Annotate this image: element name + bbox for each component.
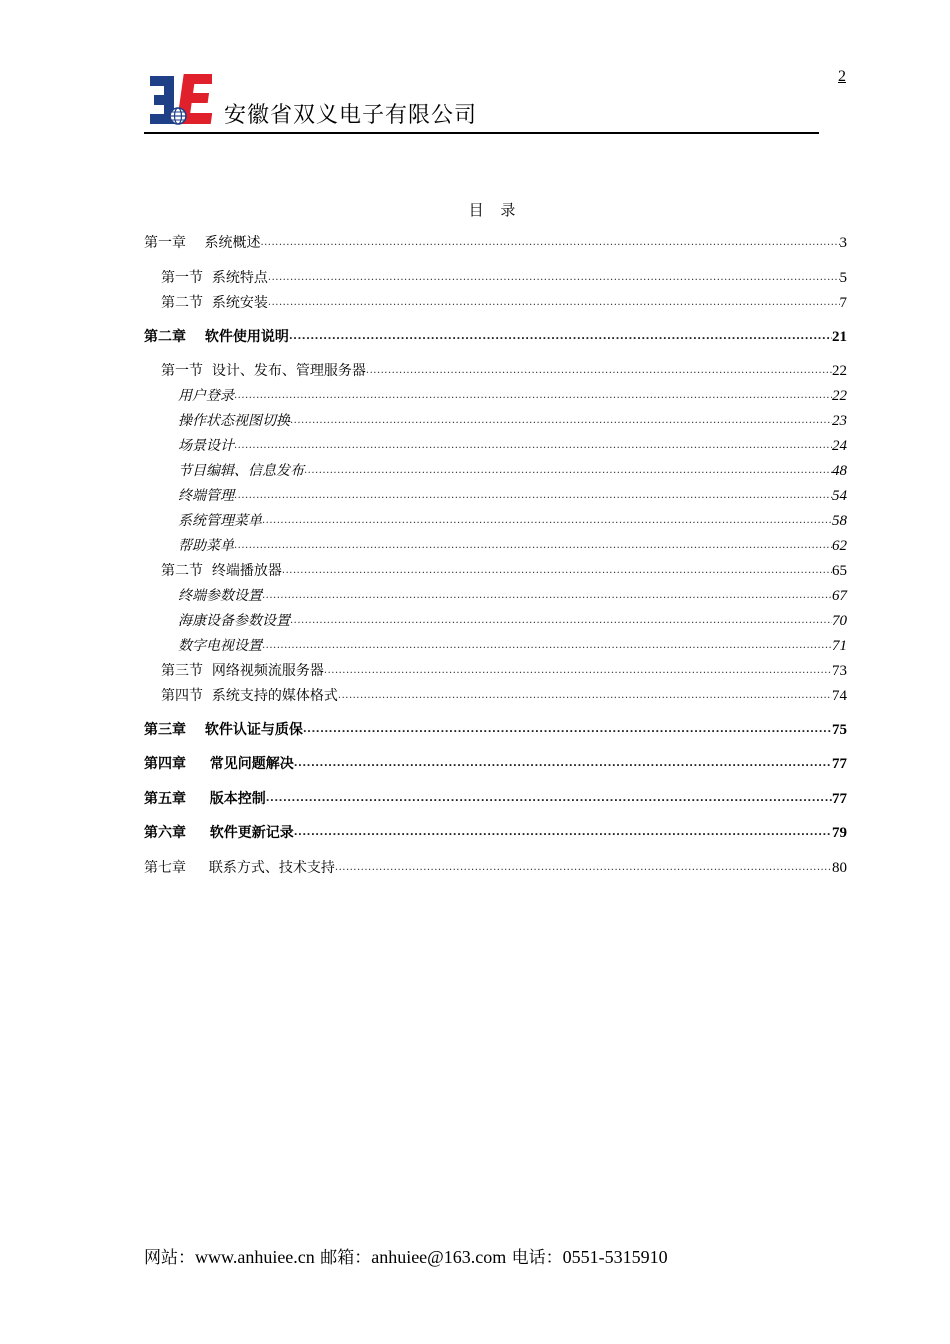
footer-site-link[interactable]: www.anhuiee.cn	[195, 1247, 315, 1267]
toc-entry-page: 73	[832, 663, 847, 679]
toc-entry-page: 48	[832, 463, 847, 479]
toc-dot-leader	[289, 327, 832, 347]
toc-dot-leader	[294, 823, 832, 843]
document-header	[144, 70, 819, 134]
toc-entry-page: 21	[832, 329, 847, 345]
toc-entry-label: 海康设备参数设置	[178, 613, 290, 629]
toc-entry[interactable]	[161, 661, 847, 681]
toc-entry-label: 第二章 软件使用说明	[144, 329, 289, 345]
page-number: 2	[838, 68, 846, 85]
toc-dot-leader	[338, 686, 832, 706]
toc-entry-page: 77	[832, 756, 847, 772]
toc-dot-leader	[282, 561, 832, 581]
toc-entry-label: 终端管理	[178, 488, 234, 504]
toc-entry-label: 第二节 终端播放器	[161, 563, 282, 579]
toc-entry-page: 74	[832, 688, 847, 704]
toc-dot-leader	[366, 361, 832, 381]
toc-entry-label: 数字电视设置	[178, 638, 262, 654]
footer-mail-label: 邮箱：	[314, 1248, 372, 1268]
toc-entry-label: 第三章 软件认证与质保	[144, 722, 303, 738]
toc-entry[interactable]	[178, 586, 847, 606]
toc-entry[interactable]	[178, 511, 847, 531]
footer-phone: 0551-5315910	[562, 1247, 668, 1267]
toc-dot-leader	[268, 293, 840, 313]
toc-entry-label: 系统管理菜单	[178, 513, 262, 529]
footer-contact	[144, 1243, 668, 1268]
toc-entry[interactable]	[178, 461, 847, 481]
toc-entry-page: 79	[832, 825, 847, 841]
toc-entry[interactable]	[161, 686, 847, 706]
toc-entry[interactable]	[178, 411, 847, 431]
toc-entry-page: 24	[832, 438, 847, 454]
toc-entry[interactable]	[161, 361, 847, 381]
toc-dot-leader	[335, 858, 832, 878]
toc-dot-leader	[266, 789, 832, 809]
toc-entry-page: 65	[832, 563, 847, 579]
toc-entry-label: 第一章 系统概述	[144, 235, 261, 251]
toc-entry-label: 第七章 联系方式、技术支持	[144, 860, 335, 876]
footer-phone-label: 电话：	[506, 1248, 563, 1268]
toc-entry-label: 操作状态视图切换	[178, 413, 290, 429]
toc-dot-leader	[234, 436, 832, 456]
toc-entry-page: 67	[832, 588, 847, 604]
toc-dot-leader	[234, 386, 832, 406]
toc-entry[interactable]	[178, 436, 847, 456]
toc-entry-page: 22	[832, 363, 847, 379]
toc-dot-leader	[262, 511, 832, 531]
toc-entry-label: 第一节 系统特点	[161, 270, 268, 286]
toc-entry-page: 70	[832, 613, 847, 629]
toc-entry-label: 第五章 版本控制	[144, 791, 266, 807]
header-divider	[144, 132, 819, 134]
toc-dot-leader	[290, 411, 832, 431]
toc-entry[interactable]	[144, 754, 847, 774]
toc-entry-label: 第四章 常见问题解决	[144, 756, 294, 772]
toc-entry[interactable]	[178, 636, 847, 656]
toc-entry[interactable]	[161, 561, 847, 581]
toc-entry[interactable]	[144, 720, 847, 740]
company-name: 安徽省双义电子有限公司	[224, 103, 478, 128]
footer-mail-link[interactable]: anhuiee@163.com	[371, 1247, 507, 1267]
toc-title: 目 录	[468, 201, 522, 219]
toc-dot-leader	[262, 636, 832, 656]
toc-entry-page: 54	[832, 488, 847, 504]
toc-entry[interactable]	[178, 611, 847, 631]
toc-dot-leader	[324, 661, 832, 681]
toc-dot-leader	[234, 536, 832, 556]
toc-entry-page: 5	[839, 270, 847, 286]
toc-dot-leader	[290, 611, 832, 631]
toc-entry-page: 77	[832, 791, 847, 807]
toc-entry-page: 75	[832, 722, 847, 738]
toc-entry-label: 用户登录	[178, 388, 234, 404]
toc-entry[interactable]	[178, 536, 847, 556]
company-logo	[148, 72, 212, 128]
toc-entry[interactable]	[178, 386, 847, 406]
toc-dot-leader	[304, 461, 832, 481]
toc-dot-leader	[268, 268, 840, 288]
toc-dot-leader	[294, 754, 832, 774]
toc-entry-page: 23	[832, 413, 847, 429]
toc-dot-leader	[234, 486, 832, 506]
toc-entry-label: 帮助菜单	[178, 538, 234, 554]
toc-dot-leader	[303, 720, 832, 740]
toc-entry-page: 22	[832, 388, 847, 404]
toc-entry-page: 62	[832, 538, 847, 554]
toc-entry-page: 3	[839, 235, 847, 251]
toc-entry-label: 第二节 系统安装	[161, 295, 268, 311]
toc-entry-label: 第四节 系统支持的媒体格式	[161, 688, 338, 704]
toc-dot-leader	[260, 233, 839, 253]
toc-entry-page: 7	[839, 295, 847, 311]
toc-entry-label: 第三节 网络视频流服务器	[161, 663, 324, 679]
toc-entry-label: 节目编辑、信息发布	[178, 463, 304, 479]
toc-entry[interactable]	[144, 327, 847, 347]
toc-entry[interactable]	[161, 268, 847, 288]
toc-entry-page: 71	[832, 638, 847, 654]
toc-entry[interactable]	[144, 858, 847, 878]
toc-entry-page: 58	[832, 513, 847, 529]
toc-dot-leader	[262, 586, 832, 606]
toc-entry-label: 第一节 设计、发布、管理服务器	[161, 363, 366, 379]
toc-entry-label: 终端参数设置	[178, 588, 262, 604]
toc-entry-label: 场景设计	[178, 438, 234, 454]
toc-entry[interactable]	[144, 233, 847, 253]
toc-entry-page: 80	[832, 860, 847, 876]
toc-entry[interactable]	[161, 293, 847, 313]
toc-entry[interactable]	[144, 789, 847, 809]
toc-entry[interactable]	[144, 823, 847, 843]
footer-site-label: 网站：	[144, 1248, 195, 1268]
toc-entry[interactable]	[178, 486, 847, 506]
toc-entry-label: 第六章 软件更新记录	[144, 825, 294, 841]
